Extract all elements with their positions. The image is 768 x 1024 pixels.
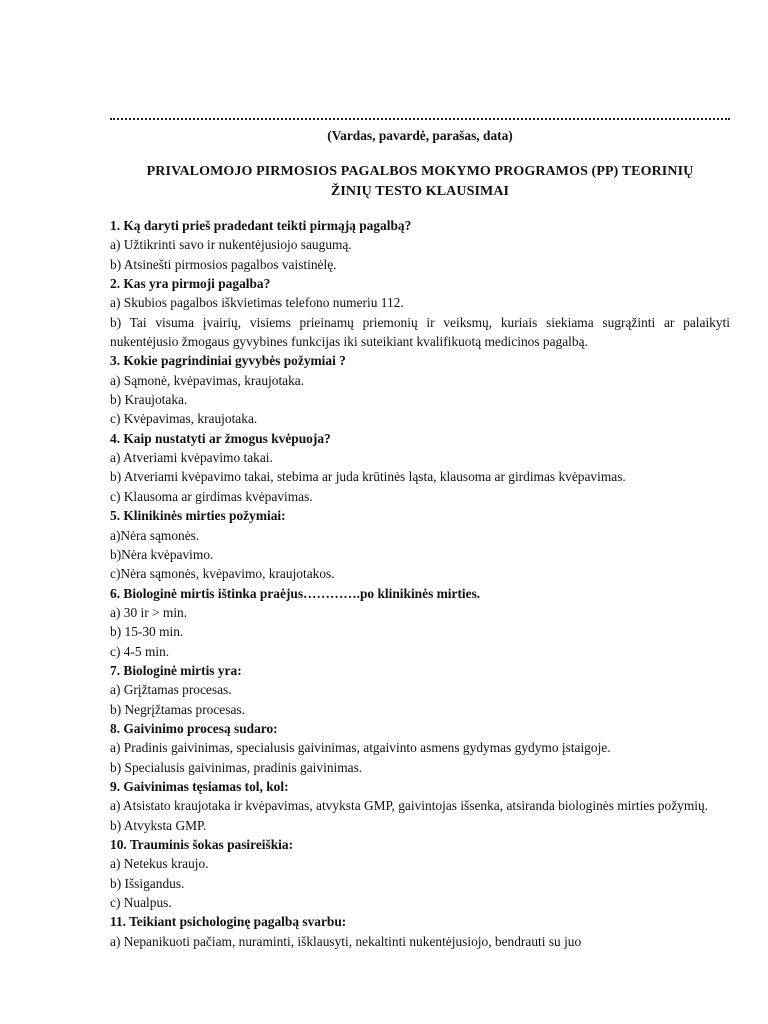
answer-option: a) Skubios pagalbos iškvietimas telefono numeriu 112. (110, 295, 404, 311)
answer-option: a) Pradinis gaivinimas, specialusis gaivinimas, atgaivinto asmens gydymas gydymo įstaigoje. (110, 740, 611, 756)
question-text: 11. Teikiant psichologinę pagalbą svarbu: (110, 914, 347, 930)
answer-option: c)Nėra sąmonės, kvėpavimo, kraujotakos. (110, 566, 335, 582)
answer-option: b) Kraujotaka. (110, 392, 188, 408)
answer-option: a) Atveriami kvėpavimo takai. (110, 450, 273, 466)
answer-option: c) Nualpus. (110, 895, 172, 911)
document-page (110, 104, 730, 951)
answer-option: c) Klausoma ar girdimas kvėpavimas. (110, 488, 313, 504)
question-text: 6. Biologinė mirtis ištinka praėjus………….po klinikinės mirties. (110, 585, 481, 601)
question-2 (110, 274, 730, 351)
question-9 (110, 777, 730, 835)
title-line-2: ŽINIŲ TESTO KLAUSIMAI (330, 184, 510, 199)
question-text: 4. Kaip nustatyti ar žmogus kvėpuoja? (110, 430, 331, 446)
question-3 (110, 351, 730, 428)
question-text: 1. Ką daryti prieš pradedant teikti pirmąją pagalbą? (110, 218, 412, 233)
answer-option: b)Nėra kvėpavimo. (110, 546, 214, 562)
answer-option: b) Atveriami kvėpavimo takai, stebima ar juda krūtinės ląsta, klausoma ar girdimas kvėpavimas. (110, 469, 626, 485)
answer-option: a) Nepanikuoti pačiam, nuraminti, išklausyti, nekaltinti nukentėjusiojo, bendrauti su juo (110, 933, 582, 949)
answer-option: a) Atsistato kraujotaka ir kvėpavimas, atvyksta GMP, gaivintojas išsenka, atsiranda biologinės mirties požymių. (110, 798, 709, 814)
answer-option: b) Išsigandus. (110, 875, 185, 891)
answer-option: b) Tai visuma įvairių, visiems prieinamų priemonių ir veiksmų, kuriais siekiama sugrąžinti ar palaikyti nukentėjusio žmogaus gyvybines funkcijas iki suteikiant kvalifikuotą medicinos pagalbą. (110, 314, 730, 350)
question-text: 2. Kas yra pirmoji pagalba? (110, 276, 271, 292)
question-4 (110, 429, 730, 506)
answer-option: b) Specialusis gaivinimas, pradinis gaivinimas. (110, 759, 363, 775)
question-6 (110, 584, 730, 661)
answer-option: b) Atsinešti pirmosios pagalbos vaistinėlę. (110, 256, 337, 272)
question-1 (110, 216, 730, 274)
answer-option: b) Atvyksta GMP. (110, 817, 207, 833)
answer-option: a) Sąmonė, kvėpavimas, kraujotaka. (110, 372, 305, 388)
question-5 (110, 506, 730, 583)
answer-option: a) Užtikrinti savo ir nukentėjusiojo saugumą. (110, 237, 352, 253)
question-text: 3. Kokie pagrindiniai gyvybės požymiai ? (110, 353, 346, 369)
question-text: 9. Gaivinimas tęsiamas tol, kol: (110, 778, 289, 794)
answer-option: a) 30 ir > min. (110, 604, 188, 620)
signature-dotted-line (110, 104, 730, 120)
answer-option: a) Netekus kraujo. (110, 856, 209, 872)
question-text: 10. Trauminis šokas pasireiškia: (110, 837, 294, 852)
document-title (110, 162, 730, 202)
question-10 (110, 835, 730, 912)
signature-caption: (Vardas, pavardė, parašas, data) (327, 128, 513, 143)
answer-option: c) 4-5 min. (110, 643, 170, 659)
question-text: 5. Klinikinės mirties požymiai: (110, 508, 286, 524)
answer-option: b) 15-30 min. (110, 624, 184, 640)
question-text: 7. Biologinė mirtis yra: (110, 662, 242, 678)
answer-option: c) Kvėpavimas, kraujotaka. (110, 411, 258, 427)
answer-option: a) Grįžtamas procesas. (110, 682, 232, 698)
question-text: 8. Gaivinimo procesą sudaro: (110, 720, 278, 736)
question-11 (110, 912, 730, 951)
answer-option: b) Negrįžtamas procesas. (110, 701, 245, 717)
answer-option: a)Nėra sąmonės. (110, 527, 200, 543)
title-line-1: PRIVALOMOJO PIRMOSIOS PAGALBOS MOKYMO PROGRAMOS (PP) TEORINIŲ (146, 164, 694, 179)
question-7 (110, 661, 730, 719)
question-8 (110, 719, 730, 777)
